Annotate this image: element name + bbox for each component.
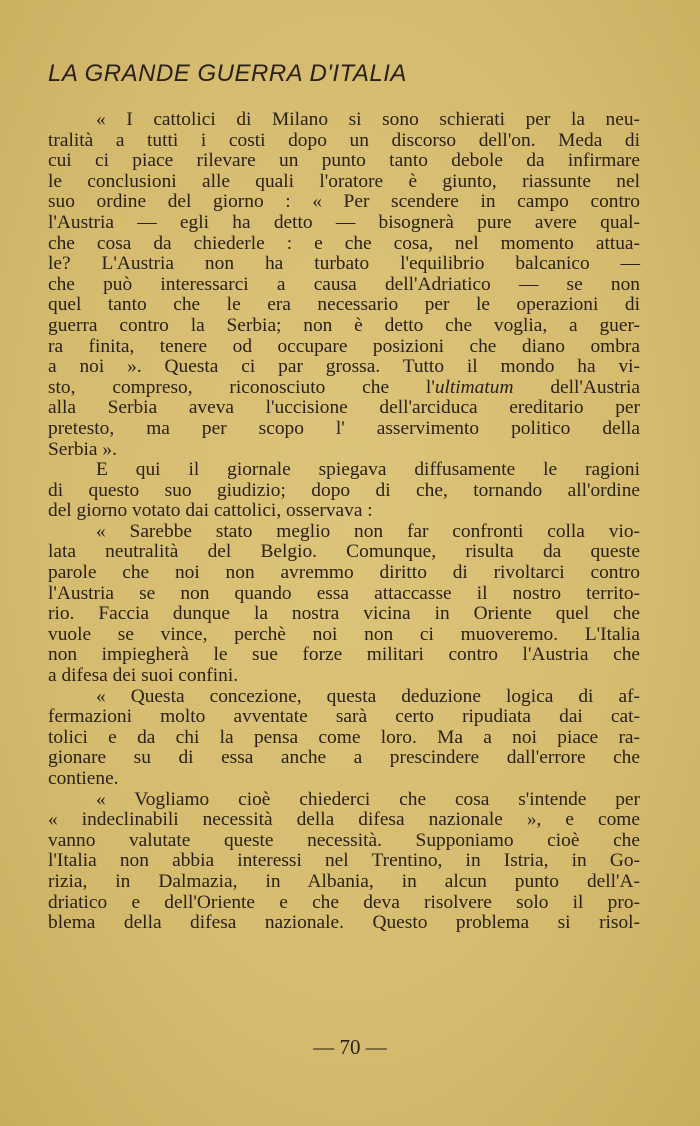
text-line: che cosa da chiederle : e che cosa, nel momento attua- [48,232,640,254]
text-line: Serbia ». [48,438,117,460]
text-line: rio. Faccia dunque la nostra vicina in Oriente quel che [48,603,640,625]
text-line: alla Serbia aveva l'uccisione dell'arciduca ereditario per [48,397,640,419]
page-number: — 70 — [313,1035,387,1059]
text-line: le? L'Austria non ha turbato l'equilibrio balcanico — [48,253,640,275]
text-line: tralità a tutti i costi dopo un discorso dell'on. Meda di [48,129,640,151]
text-line: blema della difesa nazionale. Questo problema si risol- [48,912,640,934]
text-line: quel tanto che le era necessario per le operazioni di [48,294,640,316]
running-title: LA GRANDE GUERRA D'ITALIA [48,60,407,87]
text-line: sto, compreso, riconosciuto che l'ultimatum dell'Austria [48,376,640,398]
text-line: a noi ». Questa ci par grossa. Tutto il mondo ha vi- [48,356,640,378]
text-line: guerra contro la Serbia; non è detto che voglia, a guer- [48,314,640,336]
text-line: « I cattolici di Milano si sono schierati per la neu- [96,109,640,130]
text-line: l'Austria — egli ha detto — bisognerà pure avere qual- [48,211,640,233]
text-line: « indeclinabili necessità della difesa nazionale », e come [48,809,640,831]
text-line: che può interessarci a causa dell'Adriatico — se non [48,273,640,295]
text-line: le conclusioni alle quali l'oratore è giunto, riassunte nel [48,170,640,192]
text-line: gionare su di essa anche a prescindere dall'errore che [48,747,640,769]
text-line: E qui il giornale spiegava diffusamente le ragioni [96,459,640,481]
italic-term: ultimatum [434,376,514,398]
text-line: di questo suo giudizio; dopo di che, tornando all'ordine [48,479,640,501]
text-line: vanno valutate queste necessità. Supponiamo cioè che [48,829,640,851]
text-line: parole che noi non avremmo diritto di rivoltarci contro [48,562,640,584]
text-line: ra finita, tenere od occupare posizioni che diano ombra [48,335,640,357]
text-line: contiene. [48,768,119,789]
body-text [48,110,640,934]
text-line: cui ci piace rilevare un punto tanto debole da infirmare [48,150,640,172]
text-line: pretesto, ma per scopo l' asservimento politico della [48,417,640,439]
text-line: a difesa dei suoi confini. [48,665,239,687]
text-line: tolici e da chi la pensa come loro. Ma a noi piace ra- [48,726,640,748]
text-line: vuole se vince, perchè noi non ci muoveremo. L'Italia [48,623,640,645]
text-line: l'Austria se non quando essa attaccasse il nostro territo- [48,582,640,604]
text-line: lata neutralità del Belgio. Comunque, risulta da queste [48,541,640,563]
text-line: del giorno votato dai cattolici, osservava : [48,500,373,522]
text-line: « Questa concezione, questa deduzione logica di af- [96,685,640,707]
text-line: non impiegherà le sue forze militari contro l'Austria che [48,644,640,666]
text-line: rizia, in Dalmazia, in Albania, in alcun punto dell'A- [48,870,640,892]
text-line: l'Italia non abbia interessi nel Trentino, in Istria, in Go- [48,850,640,872]
text-line: driatico e dell'Oriente e che deva risolvere solo il pro- [48,891,640,913]
text-line: « Sarebbe stato meglio non far confronti colla vio- [96,520,640,542]
text-line: suo ordine del giorno : « Per scendere in campo contro [48,191,640,213]
text-line: « Vogliamo cioè chiederci che cosa s'intende per [96,788,640,810]
text-line: fermazioni molto avventate sarà certo ripudiata dai cat- [48,706,640,728]
